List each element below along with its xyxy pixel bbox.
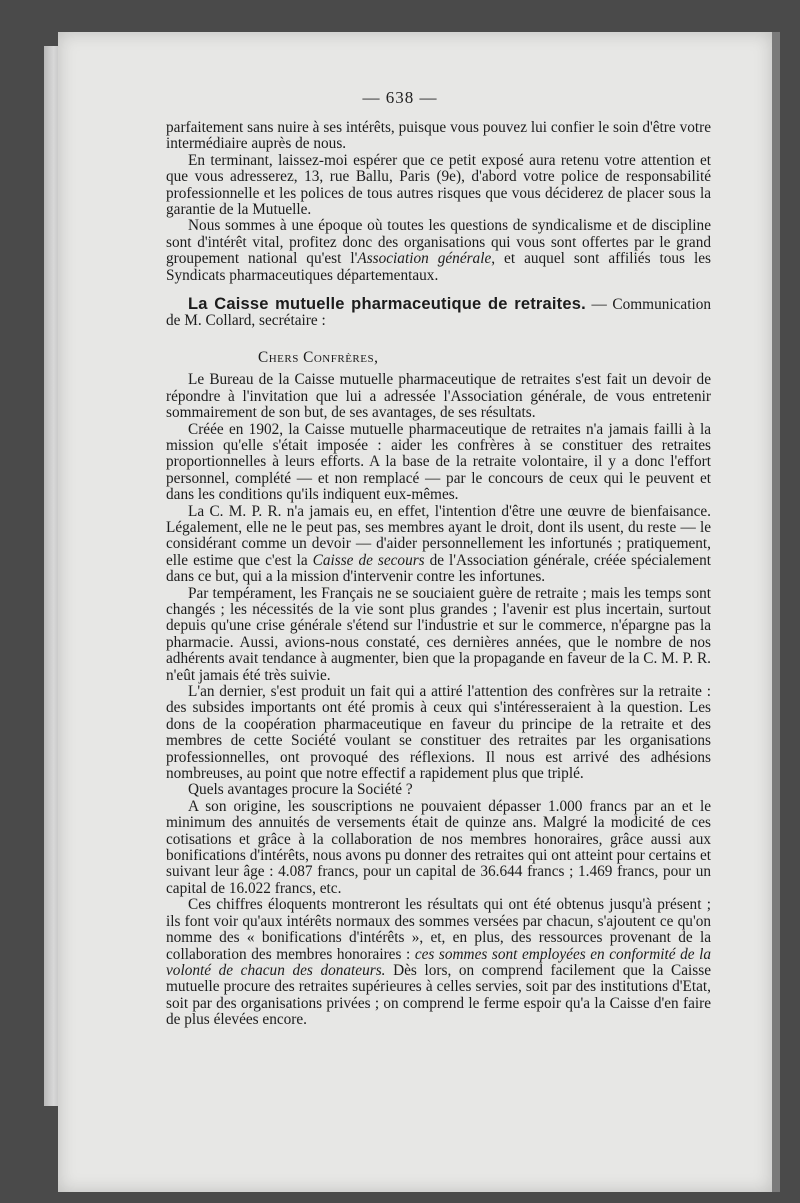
paragraph: A son origine, les souscriptions ne pouvaient dépasser 1.000 francs par an et le minimum des annuités de versements était de quinze ans. Malgré la modicité de ces cotisations et grâce à la collaboration de nos membres honoraires, grâce aussi aux bonifications d'intérêts, nous avons pu donner des retraites qui ont atteint pour certains et suivant leur âge : 4.087 francs, pour un capital de 36.644 francs ; 1.469 francs, pour un capital de 16.022 francs, etc. bbox=[166, 797, 711, 897]
paragraph bbox=[166, 504, 711, 586]
section-subtitle: — Communication de M. Collard, secrétaire : bbox=[166, 296, 711, 330]
page-content bbox=[166, 120, 711, 1029]
section-heading bbox=[166, 296, 711, 330]
page-number: — 638 — bbox=[362, 88, 438, 107]
italic-text: Association générale bbox=[357, 250, 492, 268]
paragraph bbox=[166, 897, 711, 1028]
paragraph: Créée en 1902, la Caisse mutuelle pharmaceutique de retraites n'a jamais failli à la mission qu'elle s'était imposée : aider les confrères à se constituer des retraites proportionnelles à leurs efforts. A la base de la retraite volontaire, il y a donc l'effort personnel, complété — et non remplacé — par le concours de ceux qui le peuvent et dans les conditions qu'ils indiquent eux-mêmes. bbox=[166, 420, 711, 504]
text-run: Dès lors, on comprend facilement que la Caisse mutuelle procure des retraites supérieures à celles servies, soit par des institutions d'Etat, soit par des organisations privées ; on comprend le ferme espoir qu'a la Caisse d'en faire de plus élevées encore. bbox=[166, 961, 711, 1029]
text-run: La C. M. P. R. n'a jamais eu, en effet, l'intention d'être une œuvre de bienfaisance. Légalement, elle ne le peut pas, ses membres ayant le droit, dont ils usent, du reste — le considérant comme un devoir — d'aider personnellement les infortunés ; pratiquement, elle estime que c'est la bbox=[166, 502, 711, 569]
text-run: Nous sommes à une époque où toutes les questions de syndicalisme et de discipline sont d'intérêt vital, profitez donc des organisations qui vous sont offertes par le grand groupement national qu'est l' bbox=[166, 217, 711, 268]
text-run: , et auquel sont affiliés tous les Syndicats pharmaceutiques départementaux. bbox=[166, 250, 711, 284]
text-run: Ces chiffres éloquents montreront les résultats qui ont été obtenus jusqu'à présent ; ils font voir qu'aux intérêts normaux des sommes versées par chacun, s'ajoutent ce qu'on nomme des « bonifications d'intérêts », et, en plus, des ressources provenant de la collaboration des membres honoraires : bbox=[166, 896, 711, 963]
paragraph: Quels avantages procure la Société ? bbox=[188, 781, 413, 799]
paragraph: parfaitement sans nuire à ses intérêts, puisque vous pouvez lui confier le soin d'être votre intermédiaire auprès de nous. bbox=[166, 119, 711, 153]
section-title: La Caisse mutuelle pharmaceutique de retraites. bbox=[188, 295, 586, 314]
italic-text: Caisse de secours bbox=[312, 551, 425, 569]
paragraph bbox=[166, 218, 711, 284]
text-run: de l'Association générale, créée spécialement dans ce but, qui a la mission d'intervenir contre les infortunes. bbox=[166, 551, 711, 586]
salutation: Chers Confrères, bbox=[258, 348, 379, 366]
paragraph: Par tempérament, les Français ne se souciaient guère de retraite ; mais les temps sont changés ; les nécessités de la vie sont plus grandes ; l'avenir est plus incertain, surtout depuis qu'une crise générale s'étend sur l'industrie et sur le commerce, n'épargne pas la pharmacie. Aussi, avions-nous constaté, ces dernières années, que le nombre de nos adhérents avait tendance à augmenter, bien que la propagande en faveur de la C. M. P. R. n'eût jamais été très suivie. bbox=[166, 584, 711, 684]
paragraph: L'an dernier, s'est produit un fait qui a attiré l'attention des confrères sur la retraite : des subsides importants ont été promis à ceux qui s'intéresseraient à la question. Les dons de la coopération pharmaceutique en faveur du principe de la retraite et des membres de cette Société voulant se constituer des retraites par les organisations professionnelles, ont provoqué des réflexions. Il nous est arrivé des adhésions nombreuses, au point que notre effectif a rapidement plus que triplé. bbox=[166, 683, 711, 783]
paragraph: En terminant, laissez-moi espérer que ce petit exposé aura retenu votre attention et que vous adresserez, 13, rue Ballu, Paris (9e), d'abord votre police de responsabilité professionnelle et les polices de tous autres risques que vous déciderez de placer sous la garantie de la Mutuelle. bbox=[166, 151, 711, 219]
italic-text: ces sommes sont employées en conformité de la volonté de chacun des donateurs. bbox=[166, 945, 711, 979]
paragraph: Le Bureau de la Caisse mutuelle pharmaceutique de retraites s'est fait un devoir de répondre à l'invitation que lui a adressée l'Association générale, de vous entretenir sommairement de son but, de ses avantages, de ses résultats. bbox=[166, 371, 711, 422]
